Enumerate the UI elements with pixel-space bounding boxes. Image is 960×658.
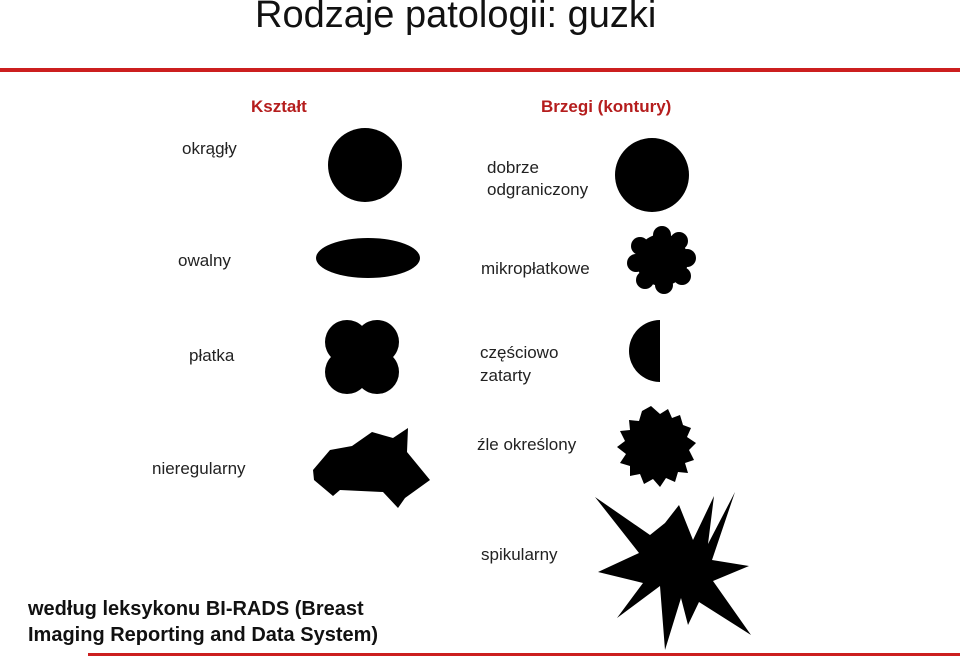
label-obscured-line1: częściowo <box>480 343 559 362</box>
margins-column-header: Brzegi (kontury) <box>541 97 672 116</box>
footer-line-1: według leksykonu BI-RADS (Breast <box>28 598 364 620</box>
microlobulated-shape <box>627 226 696 294</box>
label-indistinct: źle określony <box>477 435 577 454</box>
indistinct-shape <box>617 406 696 487</box>
round-shape <box>328 128 402 202</box>
label-circumscribed-line1: dobrze <box>487 158 539 177</box>
label-microlobulated: mikropłatkowe <box>481 259 590 278</box>
obscured-shape <box>629 320 660 382</box>
footer-note <box>28 596 378 648</box>
spiculated-shape <box>595 492 751 650</box>
page-title: Rodzaje patologii: guzki <box>255 0 657 36</box>
label-spiculated: spikularny <box>481 545 558 564</box>
bottom-divider <box>88 653 960 656</box>
label-obscured-line2: zatarty <box>480 366 532 385</box>
irregular-shape <box>313 428 430 508</box>
oval-shape <box>316 238 420 278</box>
label-round: okrągły <box>182 139 237 158</box>
shape-column-header: Kształt <box>251 97 307 116</box>
label-lobular: płatka <box>189 346 235 365</box>
lobular-shape <box>325 320 399 394</box>
circumscribed-shape <box>615 138 689 212</box>
footer-line-2: Imaging Reporting and Data System) <box>28 624 379 646</box>
label-irregular: nieregularny <box>152 459 246 478</box>
label-oval: owalny <box>178 251 231 270</box>
label-circumscribed-line2: odgraniczony <box>487 180 589 199</box>
